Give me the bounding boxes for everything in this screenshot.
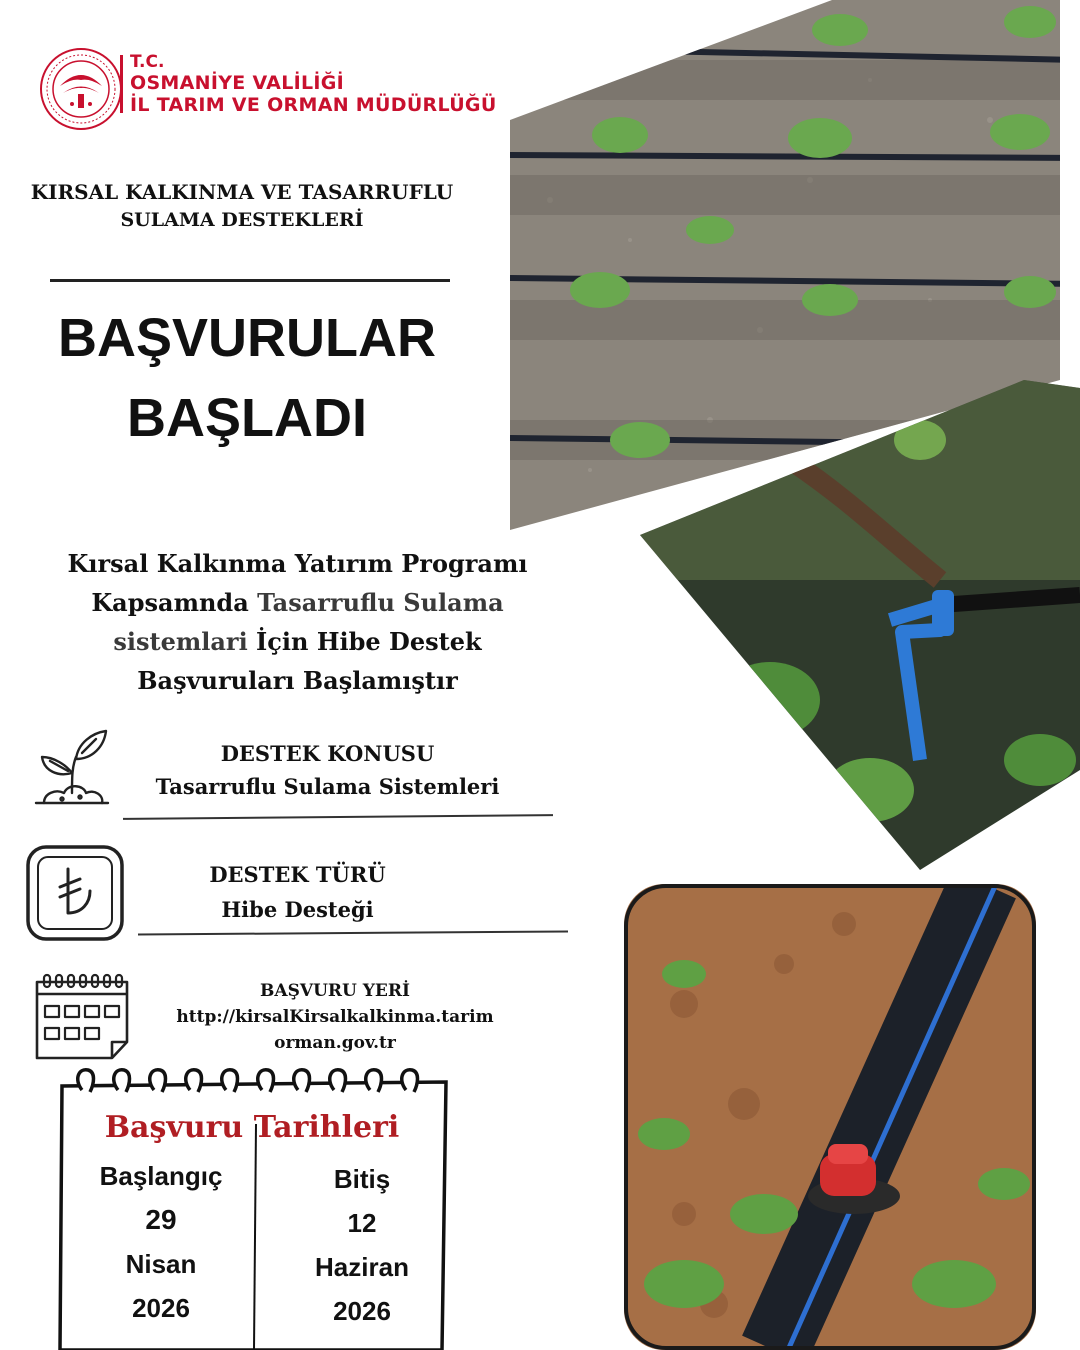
end-date-month: Haziran	[315, 1252, 409, 1282]
intro-highlight-1: Tasarruflu Sulama	[257, 588, 504, 617]
end-date-year: 2026	[333, 1296, 391, 1326]
logo-divider	[120, 55, 123, 113]
intro-line-3	[10, 622, 585, 661]
subtitle-line-2: SULAMA DESTEKLERİ	[120, 209, 364, 231]
intro-paragraph	[10, 544, 585, 700]
intro-line-3b: İçin Hibe Destek	[247, 627, 482, 656]
destek-turu-title: DESTEK TÜRÜ	[209, 862, 386, 887]
intro-line-2	[10, 583, 585, 622]
destek-turu-divider	[138, 930, 568, 935]
end-date-day: 12	[347, 1208, 377, 1238]
intro-line-4: Başvuruları Başlamıştır	[137, 666, 458, 695]
blue-dripper-photo	[640, 380, 1080, 870]
subtitle-line-1: KIRSAL KALKINMA VE TASARRUFLU	[30, 180, 454, 204]
ministry-emblem-icon	[38, 46, 124, 132]
logo-line-tc: T.C.	[130, 52, 165, 72]
start-date-year: 2026	[132, 1293, 190, 1323]
intro-highlight-2: sistemlari	[113, 627, 248, 656]
basvuru-yeri-url-line-2: orman.gov.tr	[274, 1033, 396, 1053]
logo-line-mudurluk: İL TARIM VE ORMAN MÜDÜRLÜĞÜ	[130, 94, 497, 116]
plant-sprout-icon	[32, 727, 112, 809]
start-date-month: Nisan	[125, 1249, 197, 1279]
basvuru-yeri-url-line-1: http://kirsalKirsalkalkinma.tarim	[176, 1007, 494, 1027]
destek-turu-value: Hibe Desteği	[221, 897, 374, 922]
destek-konusu-divider	[123, 814, 553, 820]
intro-line-1: Kırsal Kalkınma Yatırım Programı	[67, 549, 528, 578]
start-date-label: Başlangıç	[99, 1161, 223, 1191]
main-title-line-1: BAŞVURULAR	[58, 308, 436, 368]
program-subtitle	[0, 178, 484, 234]
destek-konusu-value: Tasarruflu Sulama Sistemleri	[155, 774, 500, 799]
destek-konusu-title: DESTEK KONUSU	[220, 741, 435, 766]
start-date-day: 29	[145, 1204, 177, 1235]
basvuru-yeri-title: BAŞVURU YERİ	[260, 981, 410, 1001]
red-dripper-hose-photo	[624, 884, 1036, 1350]
end-date-column	[272, 1157, 452, 1333]
title-divider	[50, 279, 450, 282]
main-title-line-2: BAŞLADI	[127, 388, 367, 448]
logo-line-valilik: OSMANİYE VALİLİĞİ	[130, 72, 345, 94]
end-date-label: Bitiş	[333, 1164, 391, 1194]
calendar-icon	[34, 972, 130, 1060]
start-date-column	[76, 1154, 246, 1330]
intro-line-2a: Kapsamnda	[91, 588, 258, 617]
turkish-lira-icon	[26, 845, 124, 941]
dates-title: Başvuru Tarihleri	[104, 1110, 400, 1145]
main-title	[0, 298, 494, 458]
logo-text	[130, 52, 497, 116]
